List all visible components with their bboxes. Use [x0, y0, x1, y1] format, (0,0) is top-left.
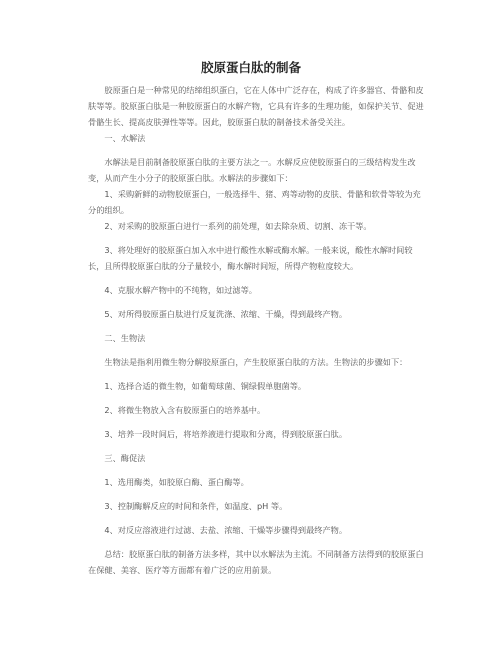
intro-paragraph: 胶原蛋白是一种常见的结缔组织蛋白，它在人体中广泛存在，构成了许多器官、骨骼和皮肤等等。胶原蛋白肽是一种胶原蛋白的水解产物，它具有许多的生理功能，如保护关节、促进骨骼生长、提高皮肤弹性等等。因此，胶原蛋白肽的制备技术备受关注。: [88, 85, 424, 127]
biological-step-3: 3、培养一段时间后，将培养液进行提取和分离，得到胶原蛋白肽。: [104, 429, 348, 439]
section-heading-hydrolysis: 一、水解法: [104, 133, 146, 143]
biological-step-1: 1、选择合适的微生物，如葡萄球菌、铜绿假单胞菌等。: [104, 381, 307, 391]
biological-step-2: 2、将微生物放入含有胶原蛋白的培养基中。: [104, 405, 266, 415]
enzymatic-step-4: 4、对反应溶液进行过滤、去盐、浓缩、干燥等步骤得到最终产物。: [104, 525, 348, 535]
summary-paragraph: 总结：胶原蛋白肽的制备方法多样，其中以水解法为主流。不同制备方法得到的胶原蛋白在保健、美容、医疗等方面都有着广泛的应用前景。: [88, 549, 424, 575]
enzymatic-step-1: 1、选用酶类，如胶原白酶、蛋白酶等。: [104, 477, 249, 487]
hydrolysis-step-4: 4、克服水解产物中的不纯物，如过滤等。: [104, 285, 257, 295]
hydrolysis-step-5: 5、对所得胶原蛋白肽进行反复洗涤、浓缩、干燥，得到最终产物。: [104, 309, 348, 319]
section-heading-enzymatic: 三、酶促法: [104, 453, 146, 463]
hydrolysis-step-2: 2、对采购的胶原蛋白进行一系列的前处理，如去除杂质、切割、冻干等。: [104, 221, 372, 231]
hydrolysis-step-3: 3、将处理好的胶原蛋白加入水中进行酸性水解或酶水解。一般来说，酸性水解时间较长，且所得胶原蛋白肽的分子量较小，酶水解时间短，所得产物粒度较大。: [88, 245, 413, 271]
enzymatic-step-3: 3、控制酶解反应的时间和条件，如温度、pH 等。: [104, 501, 288, 511]
hydrolysis-step-1: 1、采购新鲜的动物胶原蛋白，一般选择牛、猪、鸡等动物的皮肤、骨骼和软骨等较为充分的组织。: [88, 189, 421, 215]
biological-intro-paragraph: 生物法是指利用微生物分解胶原蛋白，产生胶原蛋白肽的方法。生物法的步骤如下：: [104, 357, 408, 367]
hydrolysis-intro-paragraph: 水解法是目前制备胶原蛋白肽的主要方法之一。水解反应使胶原蛋白的三级结构发生改变，从而产生小分子的胶原蛋白肽。水解法的步骤如下：: [88, 157, 416, 183]
section-heading-biological: 二、生物法: [104, 333, 146, 343]
page-title: 胶原蛋白肽的制备: [200, 60, 301, 75]
